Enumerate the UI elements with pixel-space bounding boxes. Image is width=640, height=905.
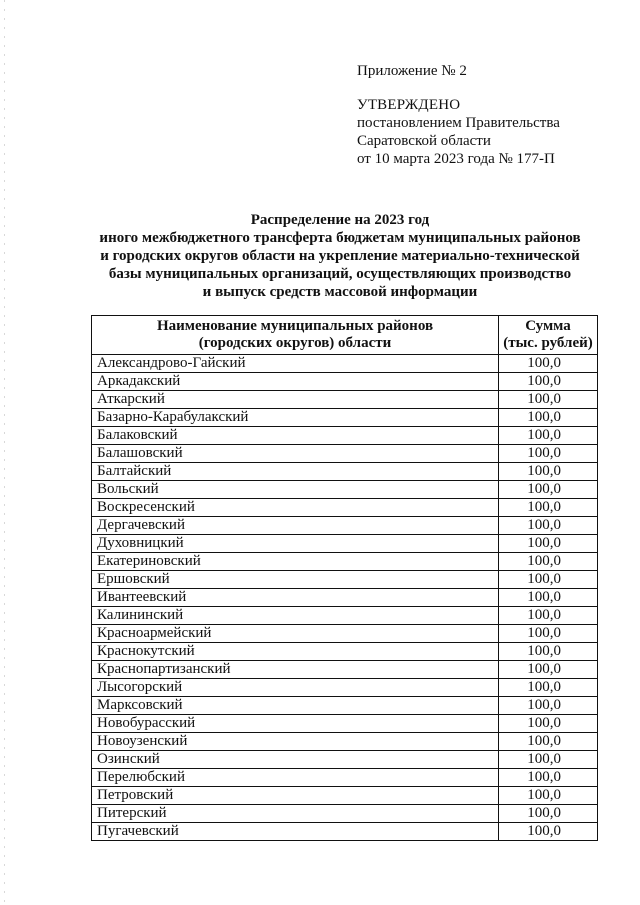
table-row [92, 769, 598, 787]
district-amount: 100,0 [499, 643, 598, 661]
district-name: Перелюбский [92, 769, 499, 787]
district-name: Новобурасский [92, 715, 499, 733]
scan-edge-mark [4, 0, 5, 905]
table-row [92, 733, 598, 751]
district-amount: 100,0 [499, 373, 598, 391]
district-name: Краснопартизанский [92, 661, 499, 679]
district-name: Питерский [92, 805, 499, 823]
header-name [92, 316, 499, 355]
table-row [92, 409, 598, 427]
table-row [92, 481, 598, 499]
distribution-table [91, 315, 598, 841]
district-name: Ивантеевский [92, 589, 499, 607]
district-amount: 100,0 [499, 697, 598, 715]
district-amount: 100,0 [499, 427, 598, 445]
district-name: Аркадакский [92, 373, 499, 391]
district-amount: 100,0 [499, 805, 598, 823]
district-name: Дергачевский [92, 517, 499, 535]
header-sum-line-1: Сумма [525, 318, 571, 334]
district-amount: 100,0 [499, 517, 598, 535]
table-row [92, 643, 598, 661]
district-name: Базарно-Карабулакский [92, 409, 499, 427]
table-row [92, 373, 598, 391]
district-name: Екатериновский [92, 553, 499, 571]
header-sum [499, 316, 598, 355]
district-amount: 100,0 [499, 571, 598, 589]
district-amount: 100,0 [499, 463, 598, 481]
district-amount: 100,0 [499, 751, 598, 769]
district-amount: 100,0 [499, 679, 598, 697]
table-row [92, 571, 598, 589]
header-name-line-1: Наименование муниципальных районов [156, 318, 434, 334]
district-amount: 100,0 [499, 625, 598, 643]
approval-line-2: Саратовской области [357, 133, 491, 149]
table-row [92, 535, 598, 553]
table-header-row [92, 316, 598, 355]
header-name-line-2: (городских округов) области [198, 335, 392, 351]
district-name: Александрово-Гайский [92, 355, 499, 373]
table-row [92, 589, 598, 607]
table-row [92, 679, 598, 697]
title-line-3: и городских округов области на укрепление материально-технической [100, 248, 580, 264]
district-name: Петровский [92, 787, 499, 805]
table-row [92, 517, 598, 535]
district-name: Краснокутский [92, 643, 499, 661]
district-name: Пугачевский [92, 823, 499, 841]
table-row [92, 751, 598, 769]
district-amount: 100,0 [499, 553, 598, 571]
approval-line-1: постановлением Правительства [357, 115, 560, 131]
table-row [92, 787, 598, 805]
table-row [92, 499, 598, 517]
district-name: Воскресенский [92, 499, 499, 517]
district-amount: 100,0 [499, 823, 598, 841]
table-row [92, 661, 598, 679]
district-amount: 100,0 [499, 499, 598, 517]
district-name: Калининский [92, 607, 499, 625]
district-name: Красноармейский [92, 625, 499, 643]
district-name: Балтайский [92, 463, 499, 481]
district-amount: 100,0 [499, 391, 598, 409]
document-title [60, 211, 620, 301]
table-body [92, 355, 598, 841]
district-amount: 100,0 [499, 409, 598, 427]
table-row [92, 697, 598, 715]
table-row [92, 553, 598, 571]
table-row [92, 427, 598, 445]
district-amount: 100,0 [499, 445, 598, 463]
district-name: Новоузенский [92, 733, 499, 751]
title-line-1: Распределение на 2023 год [250, 212, 430, 228]
approved-stamp-text: УТВЕРЖДЕНО [357, 97, 461, 113]
district-amount: 100,0 [499, 787, 598, 805]
header-sum-line-2: (тыс. рублей) [503, 335, 593, 351]
district-amount: 100,0 [499, 607, 598, 625]
district-name: Балаковский [92, 427, 499, 445]
district-amount: 100,0 [499, 481, 598, 499]
table-row [92, 391, 598, 409]
table-row [92, 355, 598, 373]
district-name: Вольский [92, 481, 499, 499]
district-name: Аткарский [92, 391, 499, 409]
approval-line-3: от 10 марта 2023 года № 177-П [357, 151, 555, 167]
approval-block [357, 62, 560, 168]
district-amount: 100,0 [499, 589, 598, 607]
annex-number: Приложение № 2 [357, 63, 467, 79]
table-row [92, 463, 598, 481]
district-name: Лысогорский [92, 679, 499, 697]
district-amount: 100,0 [499, 715, 598, 733]
district-amount: 100,0 [499, 355, 598, 373]
district-name: Марксовский [92, 697, 499, 715]
district-name: Духовницкий [92, 535, 499, 553]
table-row [92, 607, 598, 625]
district-amount: 100,0 [499, 733, 598, 751]
district-name: Балашовский [92, 445, 499, 463]
table-row [92, 445, 598, 463]
district-amount: 100,0 [499, 661, 598, 679]
table-row [92, 823, 598, 841]
district-amount: 100,0 [499, 535, 598, 553]
table-row [92, 625, 598, 643]
district-amount: 100,0 [499, 769, 598, 787]
title-line-5: и выпуск средств массовой информации [202, 284, 478, 300]
table-row [92, 715, 598, 733]
district-name: Озинский [92, 751, 499, 769]
table-row [92, 805, 598, 823]
district-name: Ершовский [92, 571, 499, 589]
title-line-4: базы муниципальных организаций, осуществляющих производство [108, 266, 572, 282]
title-line-2: иного межбюджетного трансферта бюджетам муниципальных районов [99, 230, 581, 246]
